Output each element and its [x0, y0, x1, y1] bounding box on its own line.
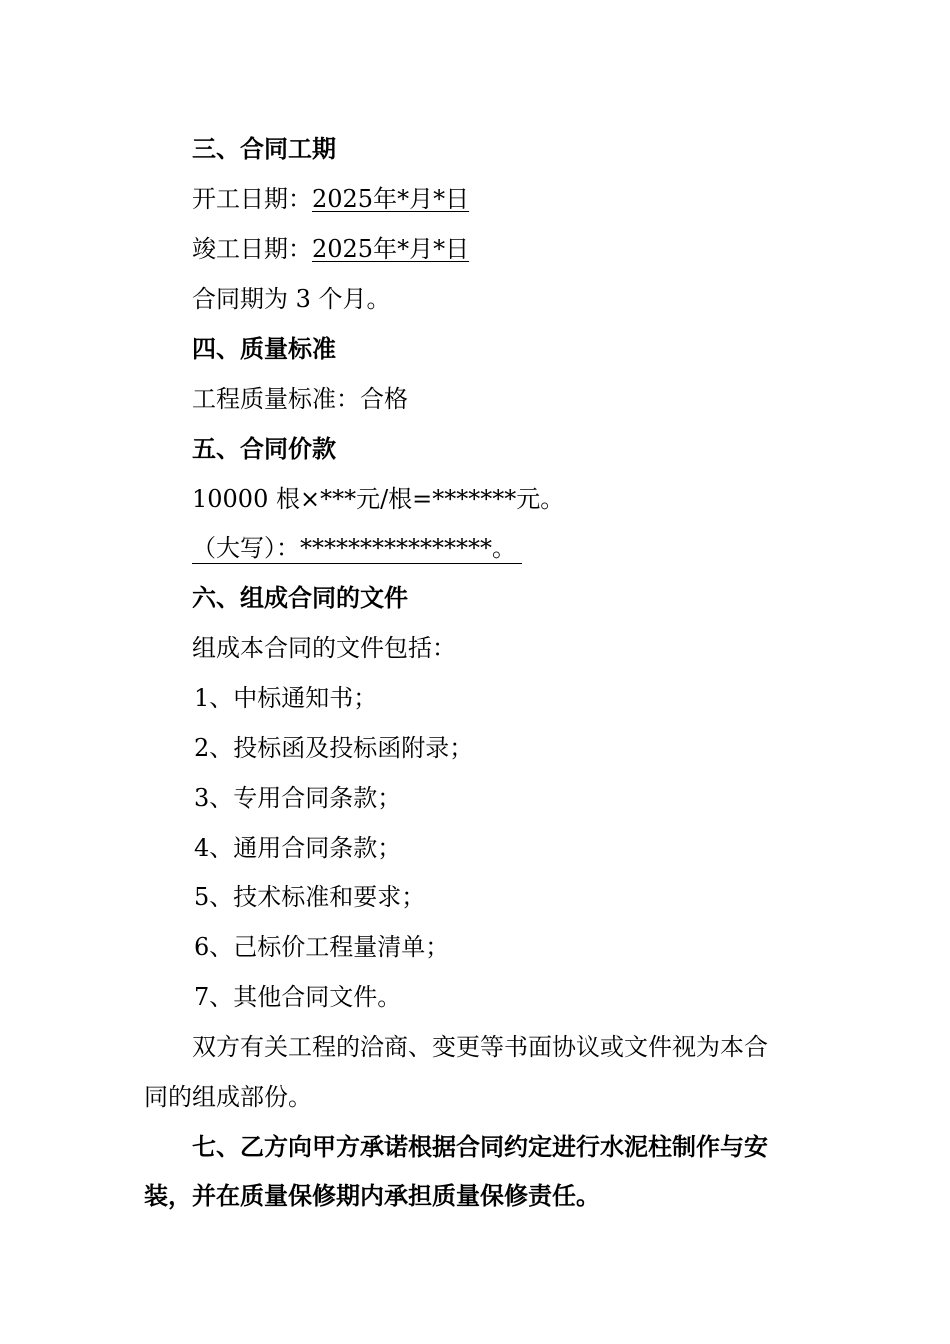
start-date-label: 开工日期：	[192, 185, 312, 213]
price-formula: 10000 根×***元/根=*******元。	[192, 485, 565, 513]
start-date-value: 2025年*月*日	[312, 185, 470, 213]
section-heading-documents: 六、组成合同的文件	[192, 584, 408, 612]
list-item: 2、投标函及投标函附录；	[194, 734, 474, 762]
start-date-line	[192, 183, 469, 215]
end-date-label: 竣工日期：	[192, 235, 312, 263]
quality-standard: 工程质量标准：合格	[192, 385, 408, 413]
end-date-value: 2025年*月*日	[312, 235, 470, 263]
end-date-line	[192, 233, 469, 265]
list-item: 4、通用合同条款；	[194, 834, 402, 862]
section-heading-price: 五、合同价款	[192, 435, 336, 463]
contract-duration: 合同期为 3 个月。	[192, 285, 391, 313]
list-item: 1、中标通知书；	[194, 684, 378, 712]
documents-note-line1: 双方有关工程的洽商、变更等书面协议或文件视为本合	[192, 1033, 768, 1061]
section-heading-quality: 四、质量标准	[192, 335, 336, 363]
documents-intro: 组成本合同的文件包括：	[192, 634, 456, 662]
list-item: 5、技术标准和要求；	[194, 883, 426, 911]
commitment-line2: 装，并在质量保修期内承担质量保修责任。	[144, 1182, 600, 1210]
price-uppercase: （大写）：****************。	[192, 533, 522, 564]
list-item: 7、其他合同文件。	[194, 983, 402, 1011]
documents-note-line2: 同的组成部份。	[144, 1083, 312, 1111]
commitment-line1: 七、乙方向甲方承诺根据合同约定进行水泥柱制作与安	[192, 1133, 768, 1161]
section-heading-schedule: 三、合同工期	[192, 135, 336, 163]
list-item: 3、专用合同条款；	[194, 784, 402, 812]
list-item: 6、己标价工程量清单；	[194, 933, 450, 961]
price-uppercase-line	[192, 532, 522, 564]
